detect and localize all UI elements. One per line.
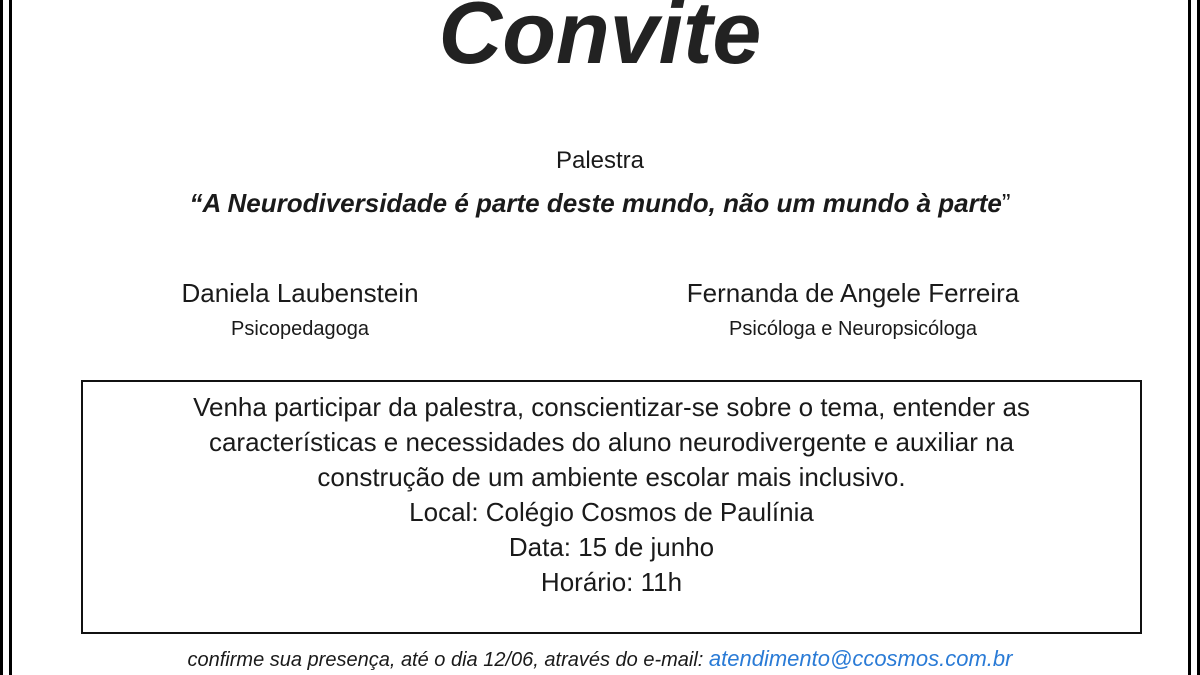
event-info-box bbox=[81, 380, 1142, 634]
speaker-name: Fernanda de Angele Ferreira bbox=[686, 278, 1020, 308]
speaker-fernanda bbox=[623, 276, 1083, 344]
invitation-title: Convite bbox=[438, 0, 762, 82]
rsvp-footer bbox=[0, 645, 1200, 674]
rsvp-email-link[interactable]: atendimento@ccosmos.com.br bbox=[708, 646, 1013, 671]
event-time: Horário: 11h bbox=[540, 567, 683, 597]
left-border-inner bbox=[9, 0, 12, 675]
speaker-role: Psicopedagoga bbox=[231, 318, 369, 340]
lecture-title-text: A Neurodiversidade é parte deste mundo, não um mundo à parte bbox=[202, 188, 1002, 218]
left-border-outer bbox=[0, 0, 3, 675]
speaker-name: Daniela Laubenstein bbox=[181, 278, 419, 308]
description-line: Venha participar da palestra, conscientizar-se sobre o tema, entender as bbox=[193, 392, 1030, 422]
rsvp-text: confirme sua presença, até o dia 12/06, através do e-mail: bbox=[187, 649, 709, 671]
lecture-title bbox=[0, 186, 1200, 220]
right-border-inner bbox=[1188, 0, 1191, 675]
speaker-role: Psicóloga e Neuropsicóloga bbox=[729, 318, 977, 340]
speaker-daniela bbox=[70, 276, 530, 344]
description-line: características e necessidades do aluno neurodivergente e auxiliar na bbox=[208, 427, 1015, 457]
description-line: construção de um ambiente escolar mais inclusivo. bbox=[317, 462, 906, 492]
event-date: Data: 15 de junho bbox=[508, 532, 715, 562]
lecture-close-quote: ” bbox=[1001, 188, 1011, 218]
lecture-label: Palestra bbox=[555, 147, 645, 174]
lecture-open-quote: “ bbox=[189, 188, 203, 218]
event-location: Local: Colégio Cosmos de Paulínia bbox=[409, 497, 814, 527]
